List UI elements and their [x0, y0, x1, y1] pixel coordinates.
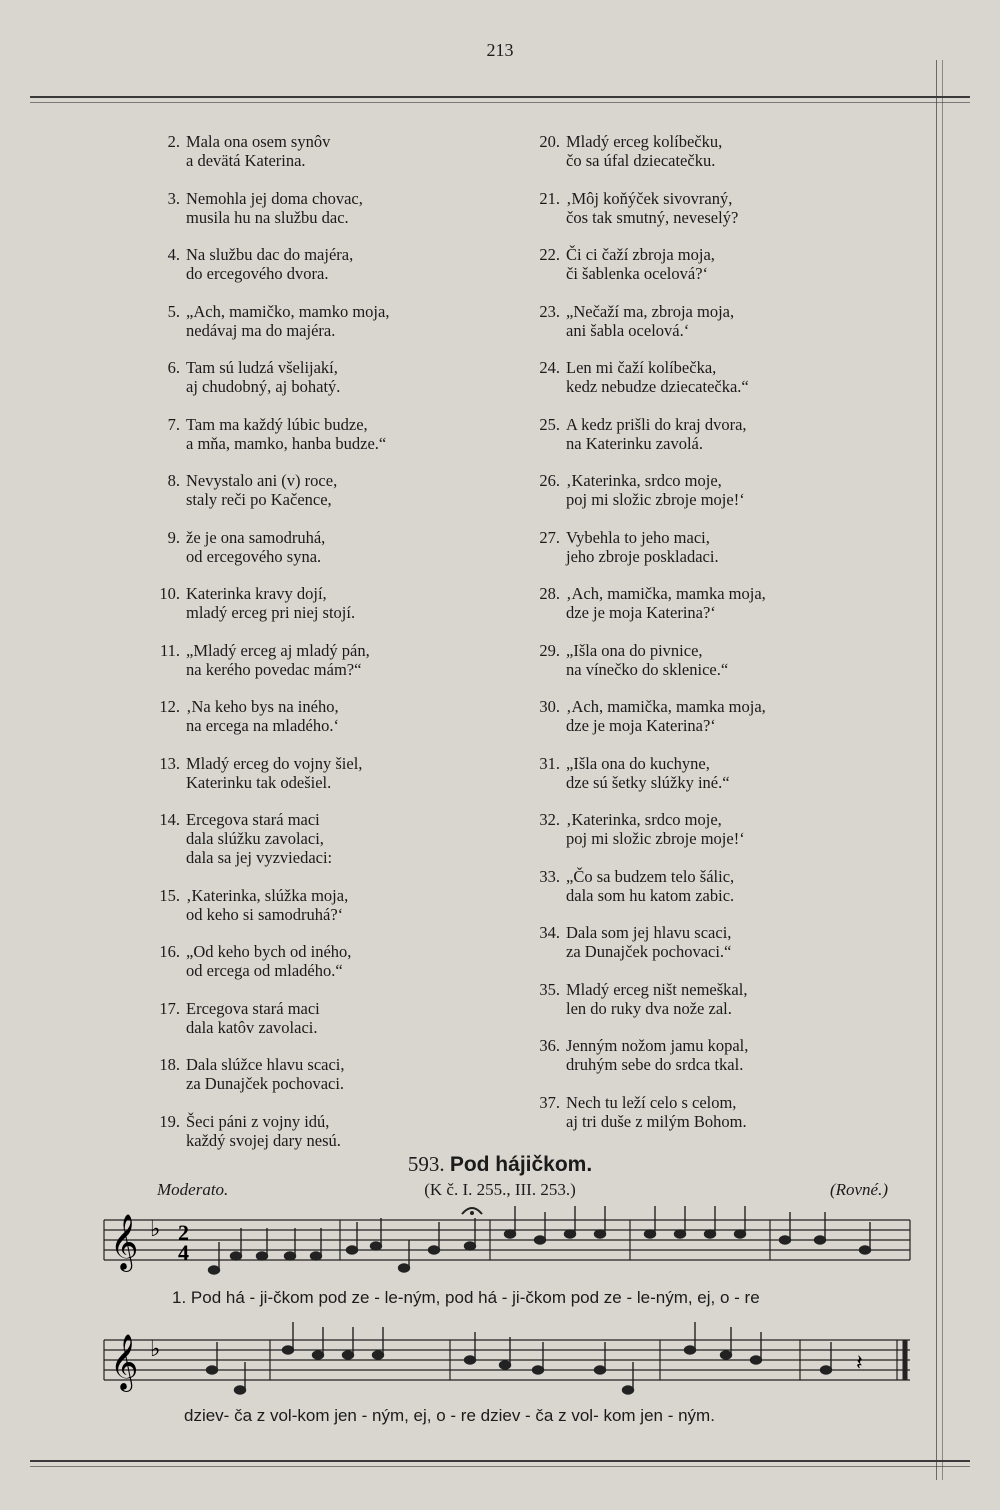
verse	[140, 245, 480, 283]
note-head	[735, 1230, 746, 1238]
verse	[520, 754, 860, 792]
note-head	[821, 1366, 832, 1374]
note-head	[207, 1366, 218, 1374]
verse	[520, 641, 860, 679]
verse-line: ‚Katerinka, srdco moje,	[566, 471, 722, 490]
flat-icon: ♭	[150, 1337, 161, 1362]
note-head	[465, 1356, 476, 1364]
verse	[140, 584, 480, 622]
verse-line: na kerého povedac mám?“	[186, 659, 362, 679]
verse-number: 10.	[159, 584, 180, 603]
verse-line: do ercegového dvora.	[186, 264, 329, 283]
verse-number: 22.	[539, 245, 560, 264]
verse-number: 27.	[539, 527, 560, 547]
page-number: 213	[486, 40, 514, 60]
verse-line: nedávaj ma do majéra.	[186, 320, 336, 340]
verse	[520, 245, 860, 283]
verse-number: 28.	[539, 584, 560, 603]
tempo-marking: Moderato.	[157, 1180, 229, 1199]
verses-right-column	[520, 132, 860, 1149]
verse	[520, 584, 860, 622]
verse-number: 11.	[159, 640, 180, 660]
note-head	[645, 1230, 656, 1238]
verse-line: Šeci páni z vojny idú,	[186, 1111, 330, 1131]
verse-line: za Dunajček pochovaci.“	[566, 942, 732, 961]
verse	[140, 1055, 480, 1093]
verse-line: Nevystalo ani (v) roce,	[186, 471, 338, 490]
note-head	[595, 1366, 606, 1374]
note-head	[371, 1242, 382, 1250]
flat-icon: ♭	[150, 1217, 161, 1242]
verse-line: „Čo sa budzem telo šálic,	[566, 866, 735, 886]
verse-line: dze je moja Katerina?‘	[566, 716, 716, 735]
verse-line: Mala ona osem synôv	[186, 132, 331, 151]
verse-line: dala som hu katom zabic.	[566, 885, 735, 905]
note-head	[235, 1386, 246, 1394]
note-head	[500, 1361, 511, 1369]
verse-line: ‚Ach, mamička, mamka moja,	[566, 697, 766, 716]
verse-line: aj chudobný, aj bohatý.	[186, 377, 341, 396]
note-head	[751, 1356, 762, 1364]
top-rule	[30, 96, 970, 98]
verse-line: ‚Na keho bys na iného,	[186, 697, 339, 716]
time-signature: 2	[178, 1220, 189, 1245]
verse-line: Tam ma každý lúbic budze,	[186, 414, 368, 434]
verse-line: Katerinka kravy dojí,	[186, 584, 327, 603]
lyrics-line-2: dziev- ča z vol-kom jen - ným, ej, o - re dziev - ča z vol- kom jen - ným.	[184, 1406, 715, 1425]
verse-number: 7.	[167, 414, 180, 434]
bottom-rule-2	[30, 1466, 970, 1467]
verse-line: Na službu dac do majéra,	[186, 245, 354, 264]
verse	[140, 471, 480, 509]
verse-number: 16.	[159, 942, 180, 961]
verse	[520, 980, 860, 1018]
lyrics-line-1: 1. Pod há - ji-čkom pod ze - le-ným, pod há - ji-čkom pod ze - le-ným, ej, o - re	[172, 1288, 760, 1307]
verse-line: druhým sebe do srdca tkal.	[566, 1055, 744, 1074]
note-head	[465, 1242, 476, 1250]
verse	[140, 810, 480, 867]
verse-line: Mladý erceg do vojny šiel,	[186, 753, 363, 773]
verse-line: od ercega od mladého.“	[186, 961, 343, 980]
verse	[520, 923, 860, 961]
verse	[140, 886, 480, 924]
verse-line: jeho zbroje poskladaci.	[566, 546, 719, 566]
verse	[140, 528, 480, 566]
song-number: 593.	[407, 1152, 445, 1176]
verse	[520, 810, 860, 848]
verse	[520, 471, 860, 509]
verse-line: „Od keho bych od iného,	[186, 942, 352, 961]
verse	[140, 697, 480, 735]
verse-line: aj tri duše z milým Bohom.	[566, 1111, 747, 1131]
verse-line: „Nečaží ma, zbroja moja,	[566, 301, 735, 321]
verse-number: 29.	[539, 640, 560, 660]
note-head	[231, 1252, 242, 1260]
verse	[140, 999, 480, 1037]
verse-line: Dala slúžce hlavu scaci,	[186, 1055, 345, 1074]
verse-line: „Mladý erceg aj mladý pán,	[186, 640, 370, 660]
verse-line: ‚Katerinka, slúžka moja,	[186, 885, 349, 905]
verse-line: Nech tu leží celo s celom,	[566, 1092, 737, 1112]
verse-number: 8.	[167, 471, 180, 490]
verse-number: 21.	[539, 188, 560, 208]
song-title: Pod hájičkom.	[449, 1153, 593, 1176]
verse-line: Či ci čaží zbroja moja,	[566, 245, 715, 264]
verse-line: dala sa jej vyzviedaci:	[186, 848, 333, 867]
verse-line: len do ruky dva nože zal.	[566, 998, 732, 1018]
verse-number: 3.	[167, 188, 180, 208]
verse	[140, 189, 480, 227]
note-head	[505, 1230, 516, 1238]
verse-number: 30.	[539, 697, 560, 716]
verse-number: 15.	[159, 885, 180, 905]
verse	[520, 358, 860, 396]
verse-line: Ercegova stará maci	[186, 810, 320, 829]
verse	[520, 415, 860, 453]
verse	[520, 189, 860, 227]
verse	[140, 358, 480, 396]
verse-number: 13.	[159, 753, 180, 773]
verse	[140, 302, 480, 340]
verse-line: poj mi složic zbroje moje!‘	[566, 490, 745, 509]
quarter-rest-icon: 𝄽	[856, 1351, 863, 1376]
verse-line: mladý erceg pri niej stojí.	[186, 603, 356, 622]
verse-line: čos tak smutný, neveselý?	[566, 207, 739, 227]
note-head	[311, 1252, 322, 1260]
verse-line: musila hu na službu dac.	[186, 207, 349, 227]
verse-line: na Katerinku zavolá.	[566, 433, 703, 453]
verse-line: Katerinku tak odešiel.	[186, 772, 332, 792]
note-head	[860, 1246, 871, 1254]
note-head	[675, 1230, 686, 1238]
verse-line: Mladý erceg kolíbečku,	[566, 132, 723, 151]
note-head	[429, 1246, 440, 1254]
svg-text:4: 4	[178, 1240, 189, 1265]
note-head	[685, 1346, 696, 1354]
verse-number: 4.	[167, 245, 180, 264]
verse-line: dze je moja Katerina?‘	[566, 603, 716, 622]
verse	[140, 641, 480, 679]
verse-number: 6.	[167, 358, 180, 377]
verse-number: 33.	[539, 866, 560, 886]
verse	[520, 302, 860, 340]
verse-line: poj mi složic zbroje moje!‘	[566, 829, 745, 848]
verse-line: Mladý erceg ništ nemeškal,	[566, 979, 748, 999]
song-region: (Rovné.)	[829, 1180, 888, 1199]
verse-line: Tam sú ludzá všelijakí,	[186, 358, 338, 377]
verse-number: 25.	[539, 414, 560, 434]
verse-line: od ercegového syna.	[186, 546, 322, 566]
treble-clef-icon: 𝄞	[110, 1214, 139, 1270]
verse-number: 12.	[159, 697, 180, 716]
music-staff-1	[0, 1200, 1000, 1290]
verse-line: že je ona samodruhá,	[186, 527, 326, 547]
verse-line: dze sú šetky slúžky iné.“	[566, 772, 730, 792]
verse-line: „Išla ona do pivnice,	[566, 640, 703, 660]
verse-line: každý svojej dary nesú.	[186, 1130, 341, 1150]
verse-number: 2.	[167, 132, 180, 151]
verses-left-column	[140, 132, 480, 1168]
note-head	[595, 1230, 606, 1238]
verse-line: dala slúžku zavolaci,	[186, 829, 324, 848]
verse-number: 20.	[539, 132, 560, 151]
verse-line: na vínečko do sklenice.“	[566, 659, 729, 679]
verse-line: Len mi čaží kolíbečka,	[566, 358, 717, 377]
verse-line: kedz nebudze dziecatečka.“	[566, 377, 749, 396]
song-source: (K č. I. 255., III. 253.)	[424, 1180, 576, 1199]
verse-number: 9.	[167, 527, 180, 547]
verse	[520, 528, 860, 566]
verse-number: 23.	[539, 301, 560, 321]
verse-number: 26.	[539, 471, 560, 490]
verse-number: 31.	[539, 753, 560, 773]
bottom-rule	[30, 1460, 970, 1462]
verse-number: 34.	[539, 923, 560, 942]
verse-line: dala katôv zavolaci.	[186, 1017, 318, 1037]
verse-line: od keho si samodruhá?‘	[186, 904, 344, 924]
note-head	[285, 1252, 296, 1260]
verse	[520, 1093, 860, 1131]
verse-number: 32.	[539, 810, 560, 829]
verse-number: 35.	[539, 979, 560, 999]
note-head	[780, 1236, 791, 1244]
verse-line: ani šabla ocelová.‘	[566, 320, 690, 340]
verse-number: 24.	[539, 358, 560, 377]
note-head	[533, 1366, 544, 1374]
treble-clef-icon: 𝄞	[110, 1334, 139, 1390]
verse-line: ‚Môj koňýček sivovraný,	[566, 188, 733, 208]
verse	[140, 132, 480, 170]
note-head	[283, 1346, 294, 1354]
song-heading	[0, 1152, 1000, 1177]
verse-line: „Išla ona do kuchyne,	[566, 753, 710, 773]
note-head	[209, 1266, 220, 1274]
verse-number: 19.	[159, 1111, 180, 1131]
note-head	[257, 1252, 268, 1260]
verse	[520, 1036, 860, 1074]
verse-line: a devätá Katerina.	[186, 151, 306, 170]
note-head	[623, 1386, 634, 1394]
note-head	[721, 1351, 732, 1359]
verse-number: 36.	[539, 1036, 560, 1055]
verse-number: 37.	[539, 1092, 560, 1112]
verse	[520, 867, 860, 905]
verse-number: 17.	[159, 998, 180, 1018]
verse-line: staly reči po Kačence,	[186, 490, 332, 509]
verse-line: Nemohla jej doma chovac,	[186, 188, 363, 208]
verse-line: ‚Katerinka, srdco moje,	[566, 810, 722, 829]
verse-line: Ercegova stará maci	[186, 998, 320, 1018]
verse	[140, 754, 480, 792]
verse-line: A kedz prišli do kraj dvora,	[566, 414, 747, 434]
note-head	[399, 1264, 410, 1272]
note-head	[815, 1236, 826, 1244]
verse-line: ‚Ach, mamička, mamka moja,	[566, 584, 766, 603]
verse-line: a mňa, mamko, hanba budze.“	[186, 433, 387, 453]
verse-line: Dala som jej hlavu scaci,	[566, 923, 732, 942]
verse	[140, 415, 480, 453]
verse-line: „Ach, mamičko, mamko moja,	[186, 301, 390, 321]
note-head	[313, 1351, 324, 1359]
verse-line: čo sa úfal dziecatečku.	[566, 151, 716, 170]
verse-line: Vybehla to jeho maci,	[566, 527, 710, 547]
verse	[520, 697, 860, 735]
note-head	[343, 1351, 354, 1359]
verse	[140, 1112, 480, 1150]
verse-line: či šablenka ocelová?‘	[566, 264, 709, 283]
note-head	[565, 1230, 576, 1238]
note-head	[373, 1351, 384, 1359]
note-head	[705, 1230, 716, 1238]
verse-number: 5.	[167, 301, 180, 321]
verse-number: 18.	[159, 1055, 180, 1074]
verse	[520, 132, 860, 170]
verse-line: na ercega na mladého.‘	[186, 716, 339, 735]
note-head	[347, 1246, 358, 1254]
music-staff-2	[0, 1320, 1000, 1410]
verse-line: Jenným nožom jamu kopal,	[566, 1036, 749, 1055]
top-rule-2	[30, 102, 970, 103]
verse-line: za Dunajček pochovaci.	[186, 1074, 345, 1093]
verse-number: 14.	[159, 810, 180, 829]
note-head	[535, 1236, 546, 1244]
verse	[140, 942, 480, 980]
